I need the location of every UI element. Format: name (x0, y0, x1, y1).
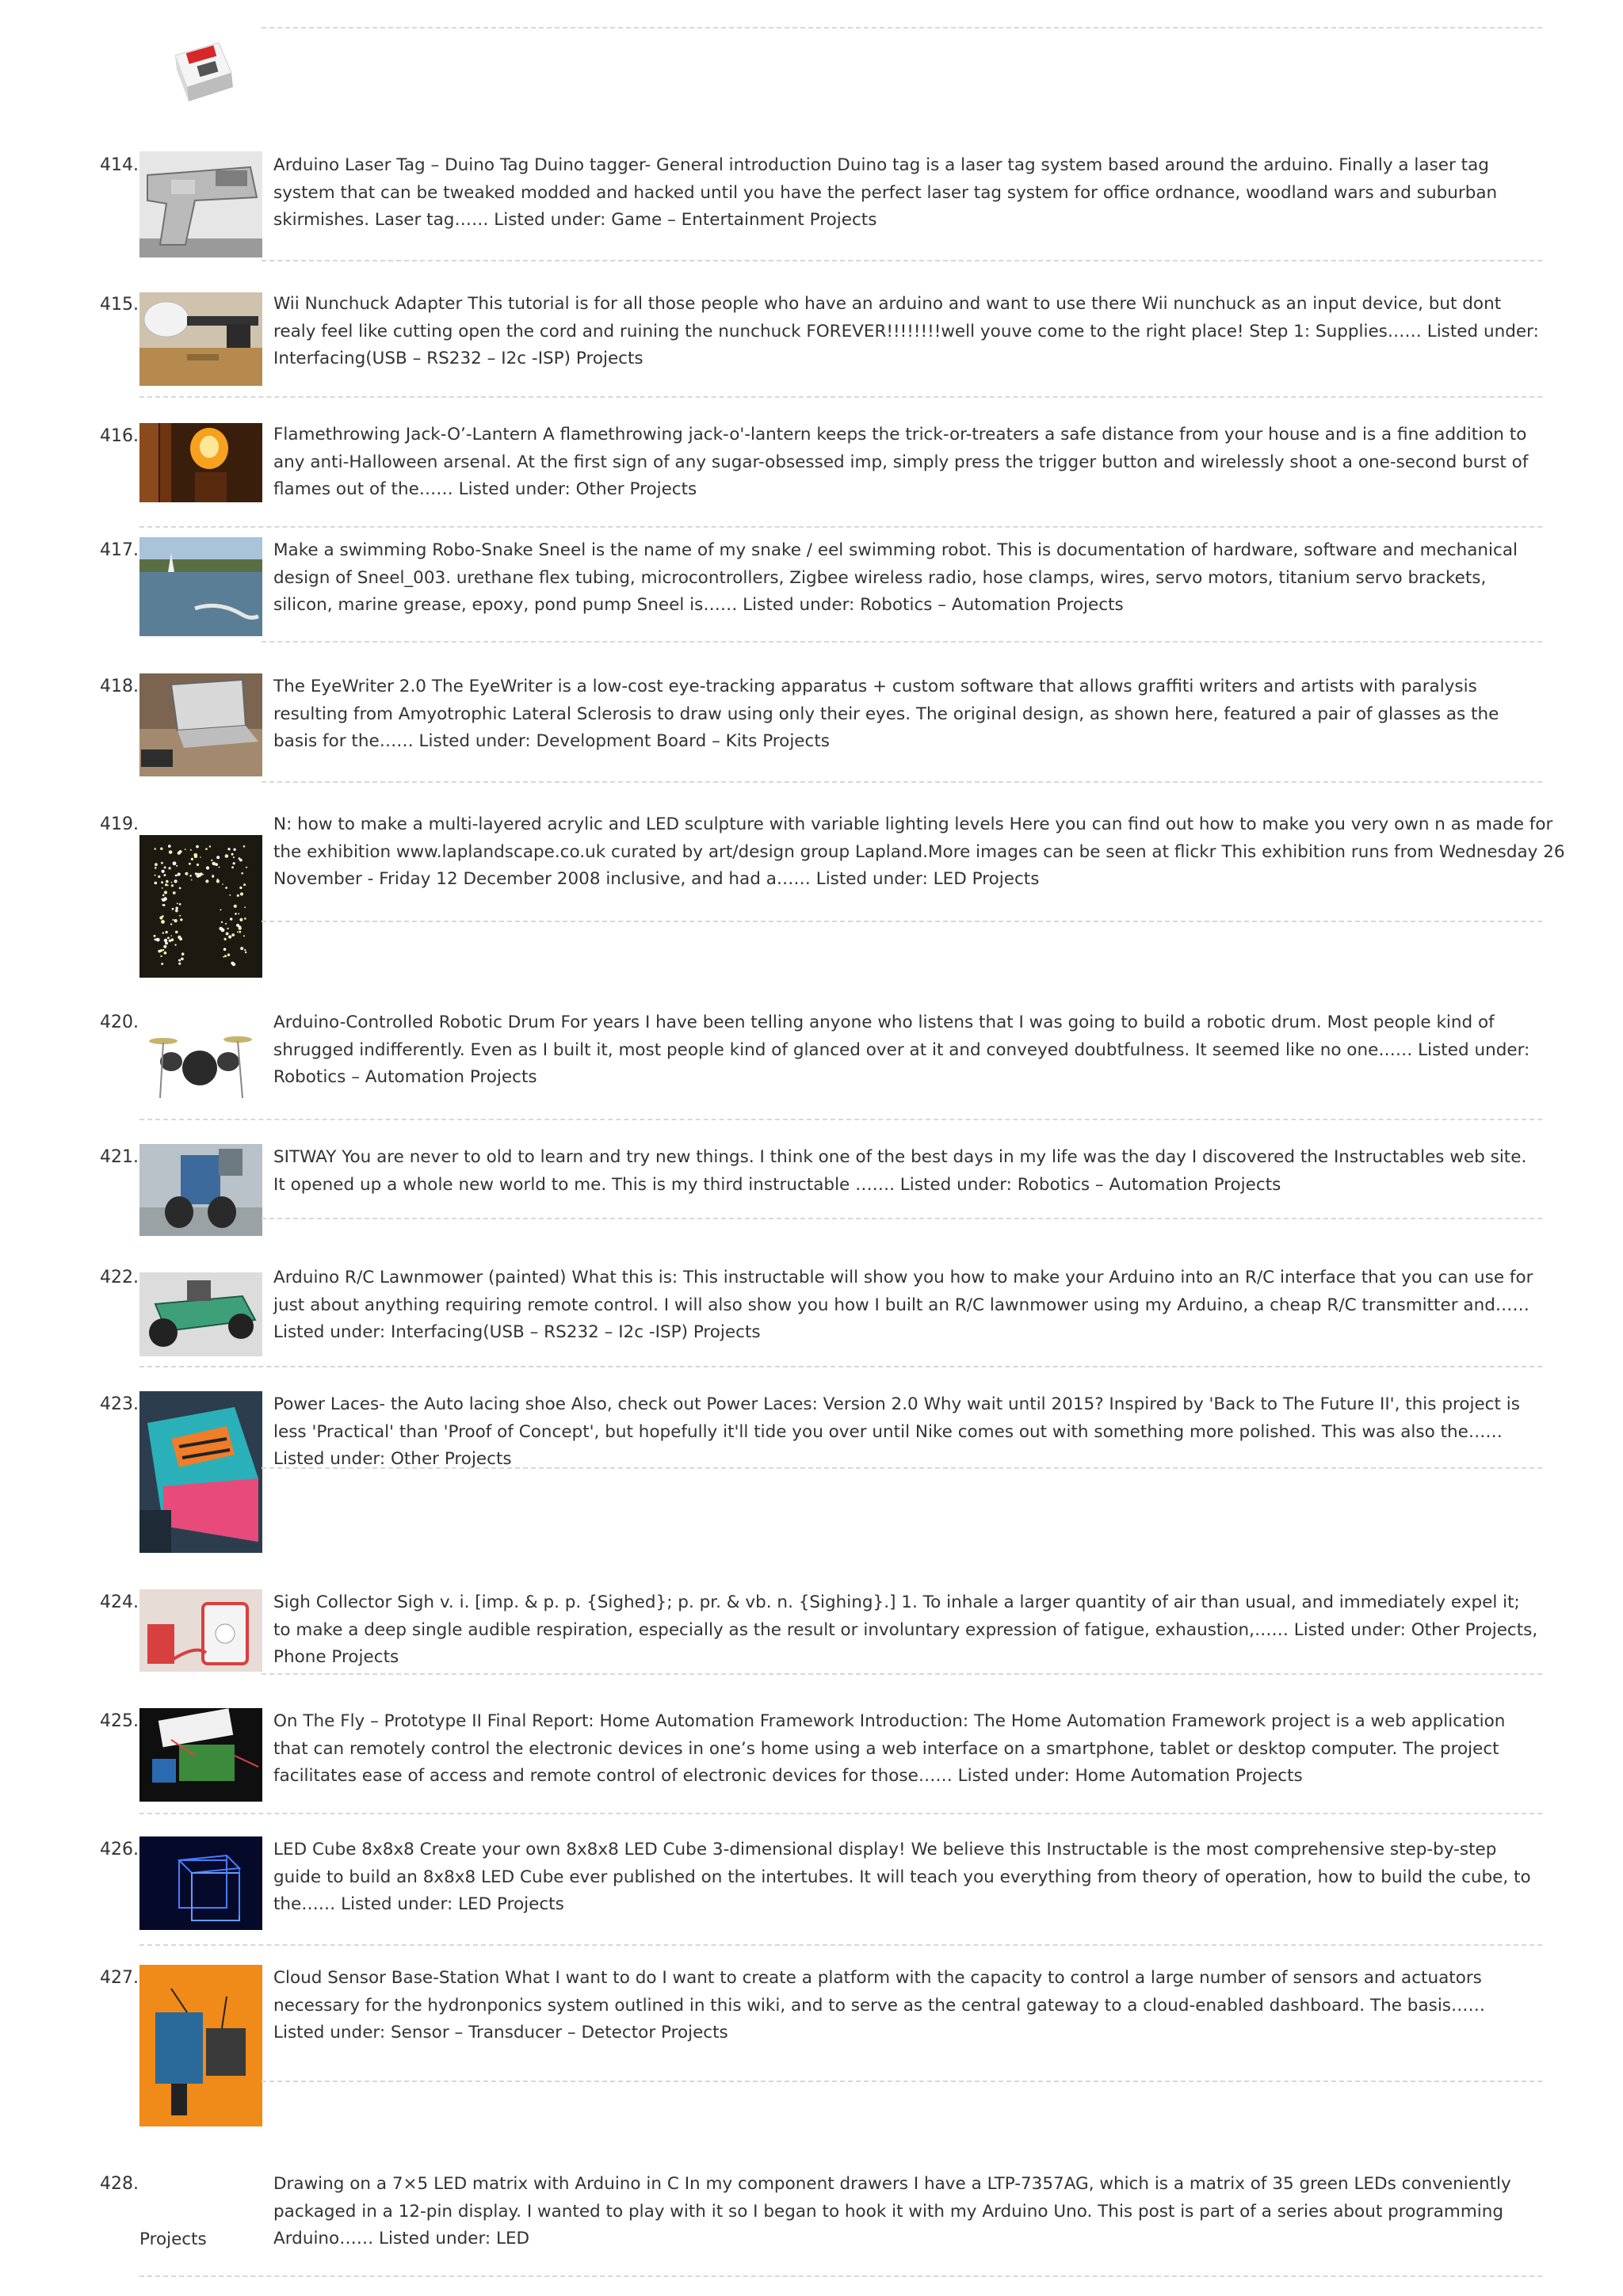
item-number: 418. (100, 677, 139, 696)
sigh-collector-image[interactable] (139, 1589, 262, 1672)
item-description: Wii Nunchuck Adapter This tutorial is for all those people who have an arduino and want to use there Wii nunchuck as an input device, but dont realy feel like cutting open the cord and ruining the nunchuck FOREVER!!!!!!!!well youve come to the right place! Step 1: Supplies…… Listed under: Interfacing(USB – RS232 – I2c -ISP) Projects (273, 294, 1539, 368)
led-dot (246, 867, 247, 868)
led-dot (162, 894, 165, 897)
led-dot (221, 921, 223, 923)
led-dot (164, 891, 167, 894)
item-description: Arduino Laser Tag – Duino Tag Duino tagger- General introduction Duino tag is a laser tag system based around the arduino. Finally a laser tag system that can be tweaked modded and hacked until you have the perfect laser tag system for office ordnance, woodland wars and suburban skirmishes. Laser tag…… Listed under: Game – Entertainment Projects (273, 155, 1498, 230)
led-dot (216, 856, 220, 859)
divider (262, 260, 1542, 261)
led-dot (161, 881, 163, 883)
item-number: 421. (100, 1147, 139, 1167)
item-number: 420. (100, 1013, 139, 1032)
item-number: 424. (100, 1592, 139, 1612)
led-dot (194, 855, 197, 858)
led-dot (197, 875, 200, 878)
led-dot (243, 883, 246, 886)
item-number: 425. (100, 1711, 139, 1731)
led-dot (180, 918, 182, 921)
led-dot (164, 952, 167, 955)
item-description: Arduino R/C Lawnmower (painted) What this is: This instructable will show you how to make your Arduino into an R/C interface that you can use for just about anything requiring remote control. I will also show you how I built an R/C lawnmower using my Arduino, a cheap R/C transmitter and…… Listed under: Interfacing(USB – RS232 – I2c -ISP) Projects (273, 1268, 1533, 1342)
led-dot (162, 904, 163, 906)
led-dot (243, 935, 245, 936)
led-dot (162, 933, 164, 934)
led-dot (196, 845, 199, 849)
divider (262, 1467, 1542, 1469)
led-dot (155, 863, 158, 866)
item-description: Drawing on a 7×5 LED matrix with Arduino in C In my component drawers I have a LTP-7357AG, which is a matrix of 35 green LEDs conveniently packaged in a 12-pin display. I wanted to play with it so I began to hook it with my Arduino Uno. This post is part of a series about programming Arduino…… Listed under: LED (273, 2174, 1511, 2248)
led-dot (165, 942, 168, 945)
led-dot (229, 894, 231, 896)
led-sculpture-image[interactable] (139, 835, 262, 978)
led-dot (170, 938, 174, 941)
led-dot (227, 928, 229, 929)
led-dot (179, 915, 181, 917)
led-dot (245, 952, 246, 953)
led-dot (175, 944, 177, 946)
led-dot (231, 933, 235, 936)
divider (139, 396, 1542, 398)
divider (262, 641, 1542, 643)
item-description: N: how to make a multi-layered acrylic and LED sculpture with variable lighting levels Here you can find out how to make you very own n as made for the exhibition www.laplandscape.co.uk curated by art/design group Lapland.More images can be seen at flickr This exhibition runs from Wednesday 26 November - Friday 12 December 2008 inclusive, and had a…… Listed under: LED Projects (273, 814, 1565, 889)
item-description: On The Fly – Prototype II Final Report: Home Automation Framework Introduction: The Home Automation Framework project is a web application that can remotely control the electronic devices in one’s home using a web interface on a smartphone, tablet or desktop computer. The project facilitates ease of access and remote control of electronic devices for those…… Listed under: Home Automation Projects (273, 1711, 1506, 1786)
led-dot (158, 875, 160, 878)
item-description: SITWAY You are never to old to learn and try new things. I think one of the best days in my life was the day I discovered the Instructables web site. It opened up a whole new world to me. This is my third instructable ……. Listed under: Robotics – Automation Projects (273, 1147, 1527, 1195)
led-dot (178, 963, 181, 965)
led-dot (170, 923, 172, 925)
led-dot (233, 849, 235, 851)
divider (262, 27, 1542, 29)
led-dot (224, 938, 227, 940)
led-dot (225, 923, 227, 925)
sitway-robot-image[interactable] (139, 1144, 262, 1236)
led-dot (239, 887, 242, 889)
item-number: 414. (100, 155, 139, 175)
led-dot (237, 894, 239, 897)
led-dot (240, 892, 243, 895)
led-dot (185, 849, 186, 850)
led-dot (224, 955, 227, 957)
led-dot (162, 898, 164, 901)
led-dot (234, 905, 237, 908)
led-dot (225, 887, 227, 889)
item-number: 419. (100, 814, 139, 834)
led-dot (235, 913, 237, 915)
item-description: Arduino-Controlled Robotic Drum For years I have been telling anyone who listens that I was going to build a robotic drum. Most people kind of shrugged indifferently. Even as I built it, most people kind of glanced over at it and conveyed doubtfulness. It seemed like no one…… Listed under: Robotics – Automation Projects (273, 1013, 1530, 1087)
led-dot (159, 916, 162, 919)
nunchuck-adapter-image[interactable] (139, 292, 262, 386)
led-dot (173, 891, 176, 894)
led-dot (154, 935, 156, 937)
lawnmower-image[interactable] (139, 1272, 262, 1356)
led-dot (179, 850, 182, 853)
item-number: 428. (100, 2174, 139, 2194)
eyewriter-laptop-image[interactable] (139, 673, 262, 776)
divider (262, 781, 1542, 783)
led-dot (231, 853, 234, 856)
led-dot (174, 879, 178, 883)
flame-image[interactable] (139, 423, 262, 502)
item-description: Flamethrowing Jack-O’-Lantern A flamethrowing jack-o'-lantern keeps the trick-or-treaters a safe distance from your house and is a fine addition to any anti-Halloween arsenal. At the first sign of any sugar-obsessed imp, simply press the trigger button and wirelessly shoot a one-second burst of flames out of the…… Listed under: Other Projects (273, 425, 1529, 499)
item-number: 417. (100, 540, 139, 560)
led-dot (200, 856, 201, 858)
divider (139, 2275, 1542, 2277)
led-dot (155, 875, 156, 876)
led-dot (226, 933, 229, 936)
led-dot (175, 907, 178, 910)
led-dot (161, 920, 165, 924)
led-dot (227, 954, 230, 956)
led-dot (160, 955, 162, 957)
led-dot (220, 909, 222, 910)
led-dot (160, 848, 162, 850)
led-dot (162, 949, 164, 951)
led-dot (170, 935, 172, 936)
item-description-tail: Projects (139, 2229, 207, 2249)
circuit-board-image[interactable] (139, 1708, 262, 1802)
item-description: Make a swimming Robo-Snake Sneel is the name of my snake / eel swimming robot. This is documentation of hardware, software and mechanical design of Sneel_003. urethane flex tubing, microcontrollers, Zigbee wireless radio, hose clamps, wires, servo motors, titanium servo brackets, silicon, marine grease, epoxy, pond pump Sneel is…… Listed under: Robotics – Automation Projects (273, 540, 1518, 615)
led-dot (244, 917, 246, 920)
item-description: Cloud Sensor Base-Station What I want to do I want to create a platform with the capacity to control a large number of sensors and actuators necessary for the hydronponics system outlined in this wiki, and to serve as the central gateway to a cloud-enabled dashboard. The basis…… Listed under: Sensor – Transducer – Detector Projects (273, 1968, 1485, 2042)
item-number: 422. (100, 1268, 139, 1287)
led-dot (179, 887, 181, 890)
led-dot (169, 867, 171, 869)
led-dot (161, 862, 163, 864)
pond-snake-image[interactable] (139, 537, 262, 636)
led-dot (239, 926, 242, 929)
led-dot (233, 862, 235, 864)
led-dot (173, 861, 177, 865)
led-dot (164, 867, 166, 869)
divider (262, 921, 1542, 922)
led-dot (172, 919, 174, 921)
item-number: 423. (100, 1394, 139, 1414)
led-dot (225, 854, 229, 858)
led-dot (239, 918, 242, 921)
led-dot (236, 924, 239, 927)
led-dot (164, 939, 167, 942)
led-dot (212, 875, 214, 878)
sensor-board-image[interactable] (139, 1965, 262, 2126)
led-dot (169, 850, 173, 854)
led-dot (155, 867, 157, 869)
led-dot (178, 936, 181, 939)
led-dot (212, 863, 214, 864)
led-dot (244, 949, 246, 951)
divider (139, 1119, 1542, 1120)
led-dot (238, 913, 239, 914)
led-dot (239, 931, 241, 933)
item-number: 416. (100, 426, 139, 446)
led-dot (162, 887, 163, 889)
led-dot (206, 866, 209, 869)
led-dot (233, 856, 235, 858)
led-dot (156, 938, 160, 942)
led-dot (165, 931, 167, 933)
led-dot (243, 845, 246, 848)
led-cube-image[interactable] (139, 1836, 262, 1930)
led-dot (223, 948, 227, 952)
led-dot (190, 849, 192, 851)
laser-gun-image[interactable] (139, 151, 262, 257)
divider (139, 526, 1542, 528)
led-dot (161, 963, 163, 965)
led-dot (231, 962, 234, 965)
led-dot (197, 864, 199, 866)
item-description: LED Cube 8x8x8 Create your own 8x8x8 LED Cube 3-dimensional display! We believe this Instructable is the most comprehensive step-by-step guide to build an 8x8x8 LED Cube ever published on the intertubes. It will teach you everything from theory of operation, how to build the cube, to the…… Listed under: LED Projects (273, 1840, 1531, 1914)
led-dot (178, 959, 181, 962)
led-dot (228, 935, 231, 938)
led-dot (203, 874, 204, 875)
led-dot (175, 875, 178, 877)
item-number: 426. (100, 1840, 139, 1859)
led-dot (168, 845, 171, 848)
led-dot (237, 931, 239, 933)
led-dot (239, 859, 242, 862)
led-dot (181, 952, 185, 955)
led-dot (230, 917, 232, 920)
item-number: 415. (100, 295, 139, 315)
divider (262, 1673, 1542, 1675)
led-dot (172, 908, 174, 910)
chipkit-box-image[interactable] (139, 32, 262, 111)
led-dot (175, 910, 178, 913)
led-dot (174, 919, 177, 922)
led-dot (162, 904, 165, 906)
item-description: Sigh Collector Sigh v. i. [imp. & p. p. {Sighed}; p. pr. & vb. n. {Sighing}.] 1. To inhale a larger quantity of air than usual, and immediately expel it; to make a deep single audible respiration, especially as the result or involuntary expression of fatigue, exhaustion,…… Listed under: Other Projects, Phone Projects (273, 1592, 1538, 1667)
divider (262, 1218, 1542, 1219)
led-dot (155, 882, 158, 885)
led-dot (185, 872, 188, 875)
led-dot (181, 958, 184, 961)
led-dot (176, 865, 178, 867)
led-dot (240, 947, 243, 950)
led-dot (175, 931, 178, 934)
led-dot (167, 937, 170, 940)
led-dot (221, 929, 225, 933)
item-description: The EyeWriter 2.0 The EyeWriter is a low-cost eye-tracking apparatus + custom software that allows graffiti writers and artists with paralysis resulting from Amyotrophic Lateral Sclerosis to draw using only their eyes. The original design, as shown here, featured a pair of glasses as the basis for the…… Listed under: Development Board – Kits Projects (273, 677, 1499, 751)
led-dot (231, 866, 234, 868)
led-dot (219, 867, 220, 868)
led-dot (162, 870, 165, 873)
led-dot (216, 879, 220, 883)
led-dot (191, 858, 193, 860)
led-dot (177, 903, 178, 905)
led-dot (155, 848, 156, 849)
led-dot (163, 874, 166, 876)
led-dot (189, 875, 192, 877)
divider (139, 1944, 1542, 1946)
led-dot (223, 956, 224, 958)
item-number: 427. (100, 1968, 139, 1988)
led-dot (171, 884, 174, 887)
divider (139, 1813, 1542, 1814)
drum-kit-image[interactable] (139, 1022, 262, 1101)
led-dot (191, 879, 193, 881)
sneaker-image[interactable] (139, 1391, 262, 1553)
led-dot (241, 872, 243, 875)
led-dot (244, 906, 246, 908)
divider (139, 1366, 1542, 1367)
led-dot (222, 883, 223, 885)
led-dot (171, 882, 173, 883)
divider (262, 2081, 1542, 2082)
item-description: Power Laces- the Auto lacing shoe Also, check out Power Laces: Version 2.0 Why wait until 2015? Inspired by 'Back to The Future II', this project is less 'Practical' than 'Proof of Concept', but hopefully it'll tide you over until Nike comes out with something more polished. This was also the…… Listed under: Other Projects (273, 1394, 1520, 1469)
led-dot (227, 848, 230, 850)
led-dot (179, 903, 181, 906)
led-dot (205, 879, 208, 883)
led-dot (205, 848, 208, 850)
led-dot (209, 845, 211, 847)
led-dot (211, 860, 212, 861)
led-dot (189, 863, 191, 865)
led-dot (163, 945, 166, 948)
led-dot (166, 880, 169, 883)
led-dot (158, 950, 161, 953)
led-dot (165, 883, 167, 886)
